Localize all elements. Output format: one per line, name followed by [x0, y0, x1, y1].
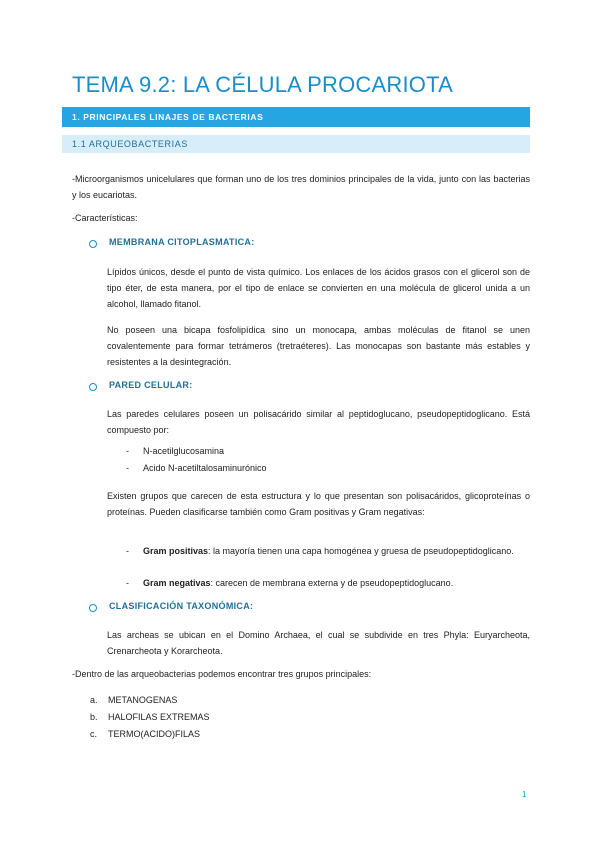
subsection-heading-1-1: 1.1 ARQUEOBACTERIAS	[62, 135, 530, 153]
page-title: TEMA 9.2: LA CÉLULA PROCARIOTA	[72, 72, 453, 97]
pared-paragraph-1: Las paredes celulares poseen un polisacárido similar al peptidoglucano, pseudopeptidoglicano. Está compuesto por:	[107, 409, 530, 435]
dash-bullet-icon: -	[126, 446, 129, 456]
circle-bullet-icon	[89, 604, 97, 612]
grupo-label: METANOGENAS	[108, 695, 178, 705]
characteristics-label: -Características:	[72, 213, 138, 223]
dash-bullet-icon: -	[126, 578, 129, 588]
grupos-intro: -Dentro de las arqueobacterias podemos encontrar tres grupos principales:	[72, 669, 372, 679]
gram-negative-text: : carecen de membrana externa y de pseudopeptidoglucano.	[210, 578, 454, 588]
gram-positive-text: : la mayoría tienen una capa homogénea y gruesa de pseudopeptidoglicano.	[208, 546, 514, 556]
grupo-marker: a.	[90, 695, 98, 705]
gram-positive-item	[143, 543, 530, 559]
circle-bullet-icon	[89, 240, 97, 248]
page-number: 1	[522, 790, 527, 799]
pared-list-item: Acido N-acetiltalosaminurónico	[143, 463, 267, 473]
grupo-label: TERMO(ACIDO)FILAS	[108, 729, 201, 739]
membrana-paragraph-2: No poseen una bicapa fosfolipídica sino un monocapa, ambas moléculas de fitanol se unen covalentemente para formar tetrámeros (tretraéteres). Las monocapas son bastante más estables y resistentes a la desintegración.	[107, 325, 530, 367]
pared-list-item: N-acetilglucosamina	[143, 446, 225, 456]
dash-bullet-icon: -	[126, 546, 129, 556]
membrana-paragraph-1: Lípidos únicos, desde el punto de vista químico. Los enlaces de los ácidos grasos con el glicerol son de tipo éter, de esta manera, por el tipo de enlace se convierten en una molécula de glicerol unida a un alcohol, llamado fitanol.	[107, 267, 530, 309]
gram-negative-item	[143, 575, 530, 591]
circle-bullet-icon	[89, 383, 97, 391]
grupo-label: HALOFILAS EXTREMAS	[108, 712, 210, 722]
membrana-heading: MEMBRANA CITOPLASMATICA:	[109, 237, 255, 247]
intro-paragraph: -Microorganismos unicelulares que forman uno de los tres dominios principales de la vida, junto con las bacterias y los eucariotas.	[72, 174, 530, 200]
gram-negative-label: Gram negativas	[143, 578, 211, 588]
dash-bullet-icon: -	[126, 463, 129, 473]
clasificacion-heading: CLASIFICACIÓN TAXONÓMICA:	[109, 601, 254, 611]
gram-positive-label: Gram positivas	[143, 546, 209, 556]
grupo-marker: c.	[90, 729, 98, 739]
grupo-marker: b.	[90, 712, 98, 722]
section-heading-1: 1. PRINCIPALES LINAJES DE BACTERIAS	[62, 107, 530, 127]
clasificacion-paragraph: Las archeas se ubican en el Domino Archaea, el cual se subdivide en tres Phyla: Euryarcheota, Crenarcheota y Korarcheota.	[107, 630, 530, 656]
pared-heading: PARED CELULAR:	[109, 380, 193, 390]
pared-paragraph-2: Existen grupos que carecen de esta estructura y lo que presentan son polisacáridos, glicoproteínas o proteínas. Pueden clasificarse también como Gram positivas y Gram negativas:	[107, 491, 530, 517]
